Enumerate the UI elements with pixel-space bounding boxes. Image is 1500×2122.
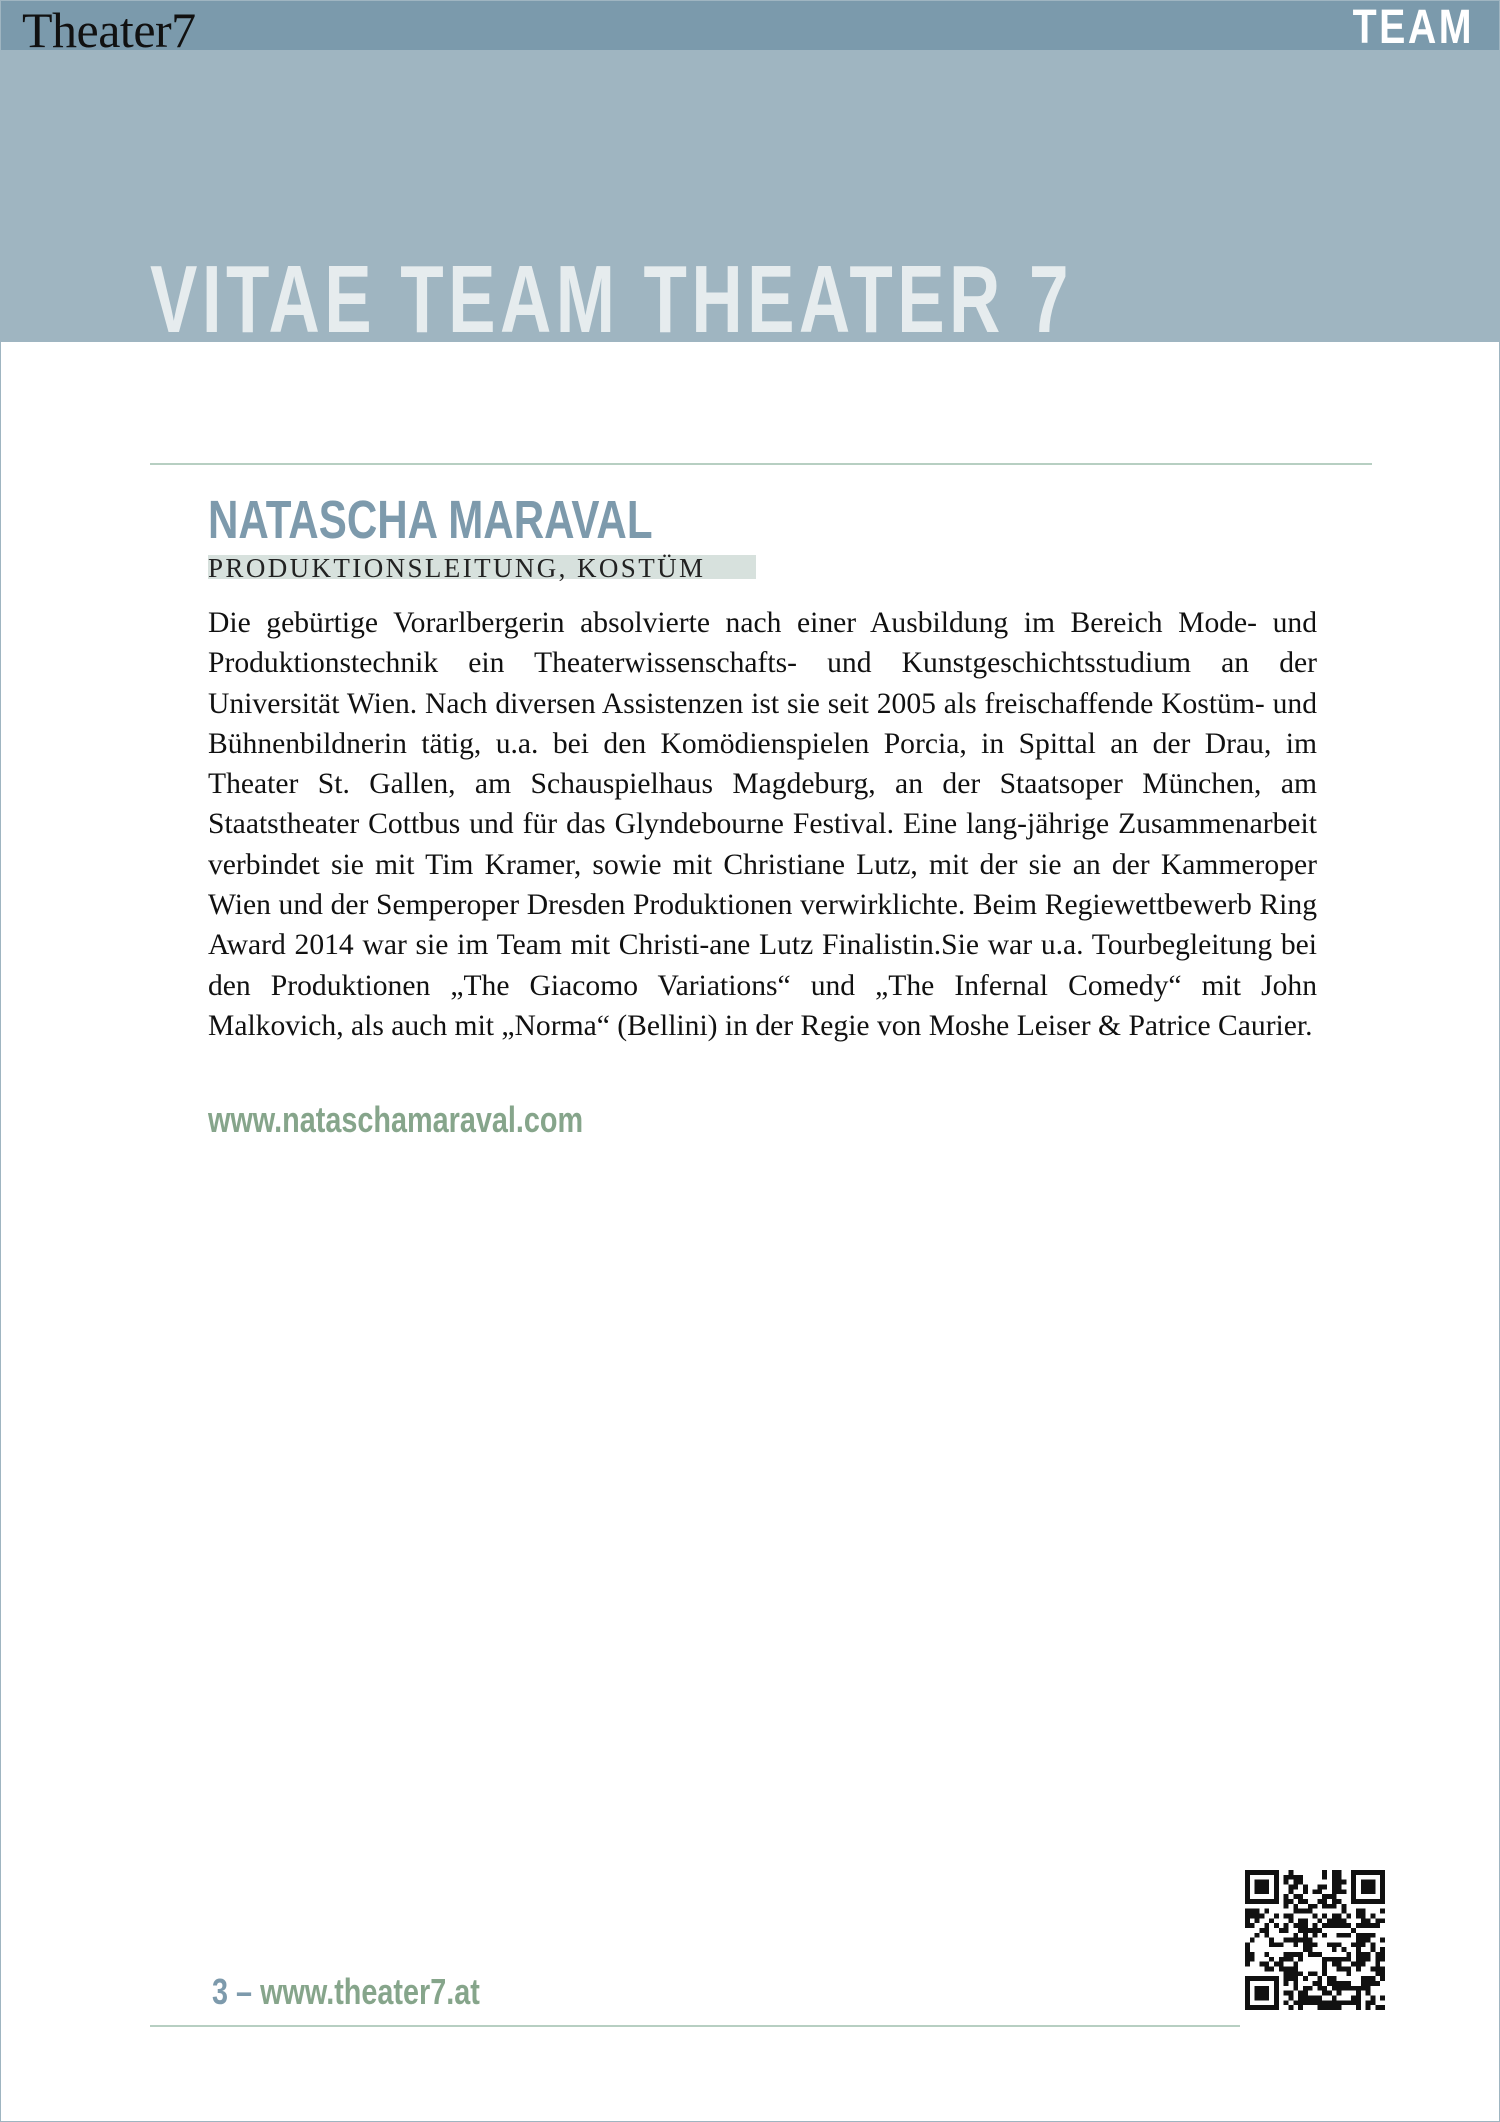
page-title: VITAE TEAM THEATER 7 — [150, 246, 1073, 353]
footer-separator: – — [236, 1971, 253, 2012]
page-number: 3 — [212, 1971, 229, 2012]
bottom-divider — [150, 2025, 1240, 2027]
section-label: TEAM — [1352, 1, 1474, 54]
personal-website-link[interactable]: www.nataschamaraval.com — [208, 1099, 584, 1140]
person-role: PRODUKTIONSLEITUNG, KOSTÜM — [208, 553, 706, 583]
footer-website-link[interactable]: www.theater7.at — [260, 1971, 480, 2012]
theater7-logo: Theater7 — [22, 2, 196, 58]
qr-code-icon — [1245, 1870, 1385, 2010]
biography-text: Die gebürtige Vorarlbergerin absolvierte nach einer Ausbildung im Bereich Mode- und Produktionstechnik ein Theaterwissenschafts- und Kunstgeschichtsstudium an der Universität Wien. Nach diversen Assistenzen ist sie seit 2005 als freischaffende Kostüm- und Bühnenbildnerin tätig, u.a. bei den Komödienspielen Porcia, in Spittal an der Drau, im Theater St. Gallen, am Schauspielhaus Magdeburg, an der Staatsoper München, am Staatstheater Cottbus und für das Glyndebourne Festival. Eine lang-jährige Zusammenarbeit verbindet sie mit Tim Kramer, sowie mit Christiane Lutz, mit der sie an der Kammeroper Wien und der Semperoper Dresden Produktionen verwirklichte. Beim Regiewettbewerb Ring Award 2014 war sie im Team mit Christi-ane Lutz Finalistin.Sie war u.a. Tourbegleitung bei den Produktionen „The Giacomo Variations“ und „The Infernal Comedy“ mit John Malkovich, als auch mit „Norma“ (Bellini) in der Regie von Moshe Leiser & Patrice Caurier. — [208, 607, 1317, 1042]
footer — [212, 1970, 480, 2014]
header-strip — [0, 0, 1500, 50]
role-block — [208, 555, 705, 583]
person-name: NATASCHA MARAVAL — [208, 490, 653, 550]
top-divider — [150, 463, 1372, 465]
